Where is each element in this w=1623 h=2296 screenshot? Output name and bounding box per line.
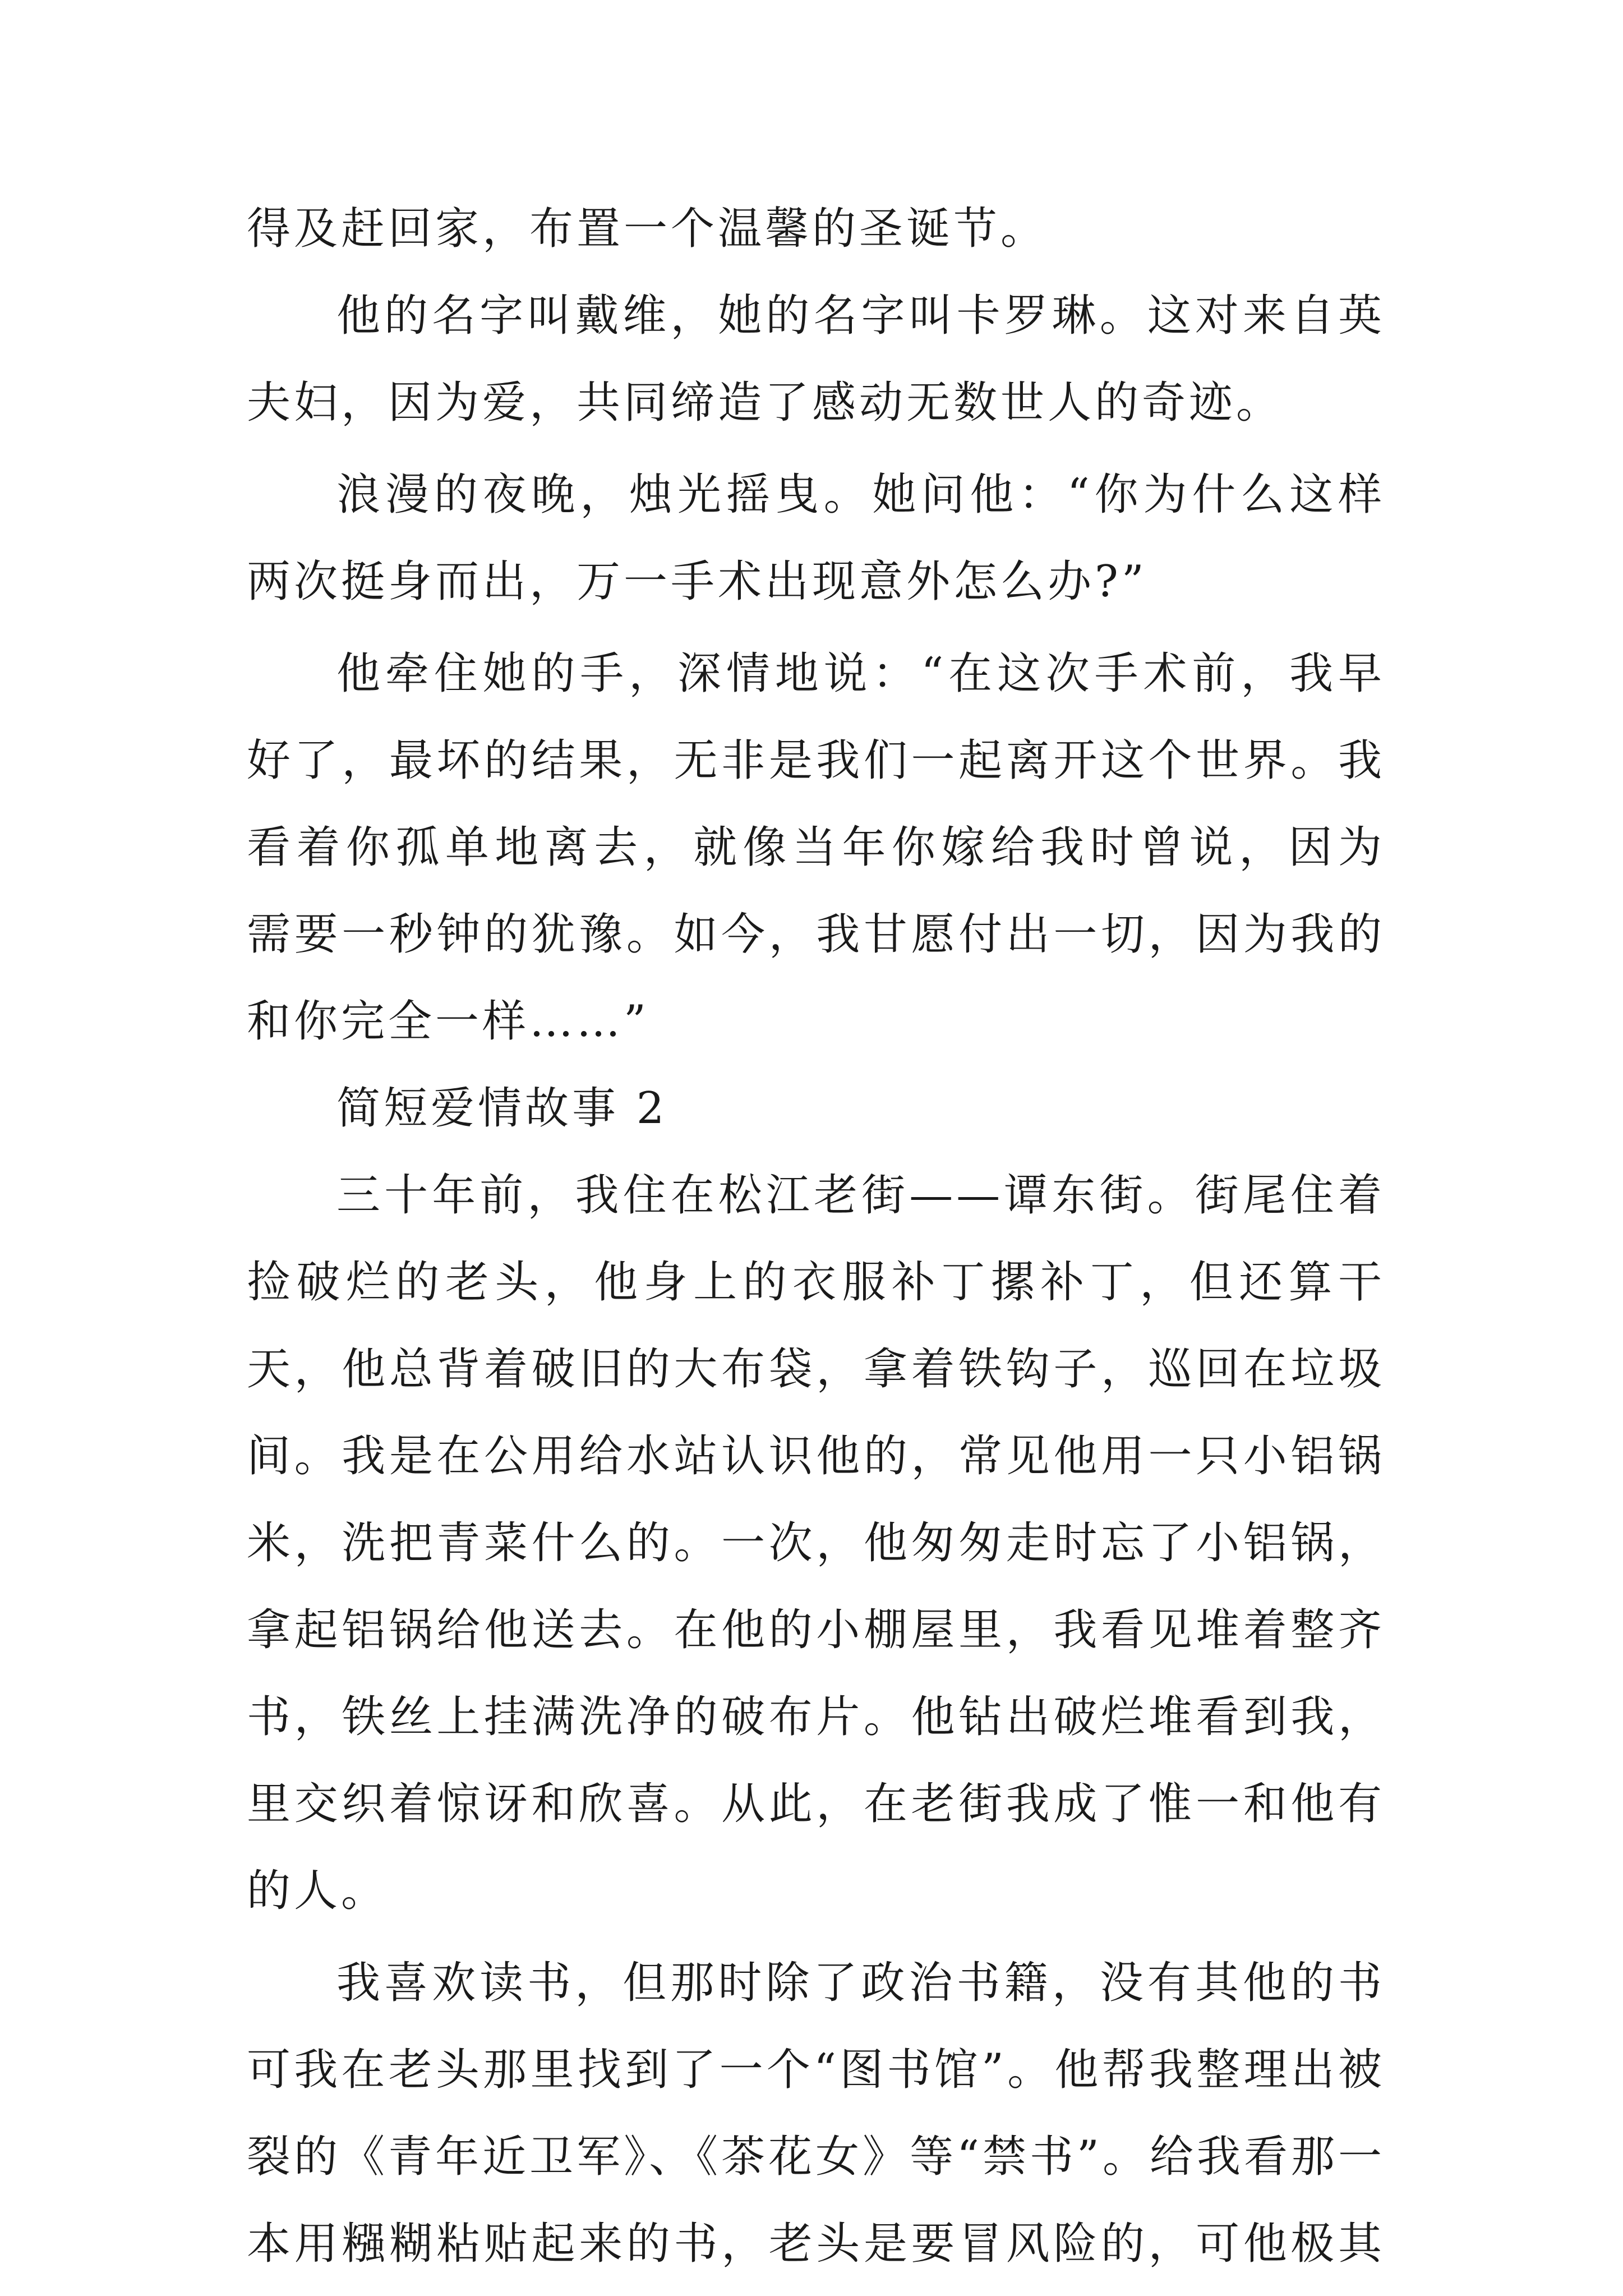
text-line-21: 我喜欢读书，但那时除了政治书籍，没有其他的书 — [336, 1958, 1385, 2008]
text-line-12: 三十年前，我住在松江老街——谭东街。街尾住着 — [336, 1170, 1385, 1221]
text-line-20: 的人。 — [247, 1866, 389, 1916]
text-line-9: 需要一秒钟的犹豫。如今，我甘愿付出一切，因为我的 — [247, 909, 1385, 960]
text-line-16: 米，洗把青菜什么的。一次，他匆匆走时忘了小铝锅， — [247, 1518, 1385, 1568]
text-line-8: 看着你孤单地离去，就像当年你嫁给我时曾说，因为 — [247, 822, 1385, 873]
text-line-4: 浪漫的夜晚，烛光摇曳。她问他：“你为什么这样 — [336, 470, 1385, 520]
text-line-1: 得及赶回家，布置一个温馨的圣诞节。 — [247, 204, 1048, 254]
text-line-5: 两次挺身而出，万一手术出现意外怎么办?” — [247, 556, 1147, 607]
text-line-14: 天，他总背着破旧的大布袋，拿着铁钩子，巡回在垃圾 — [247, 1344, 1385, 1395]
text-line-10: 和你完全一样……” — [247, 996, 649, 1047]
text-line-19: 里交织着惊讶和欣喜。从此，在老街我成了惟一和他有 — [247, 1779, 1385, 1829]
text-line-18: 书，铁丝上挂满洗净的破布片。他钻出破烂堆看到我， — [247, 1692, 1385, 1742]
text-line-6: 他牵住她的手，深情地说：“在这次手术前，我早 — [336, 648, 1385, 699]
text-line-3: 夫妇，因为爱，共同缔造了感动无数世人的奇迹。 — [247, 378, 1284, 428]
text-line-15: 间。我是在公用给水站认识他的，常见他用一只小铝锅 — [247, 1431, 1385, 1481]
text-line-2: 他的名字叫戴维，她的名字叫卡罗琳。这对来自英 — [336, 291, 1385, 341]
section-heading: 简短爱情故事 2 — [336, 1083, 668, 1134]
text-line-7: 好了，最坏的结果，无非是我们一起离开这个世界。我 — [247, 735, 1385, 786]
text-line-24: 本用糨糊粘贴起来的书，老头是要冒风险的，可他极其 — [247, 2219, 1385, 2269]
text-line-23: 裂的《青年近卫军》、《茶花女》等“禁书”。给我看那一 — [247, 2132, 1385, 2182]
text-line-22: 可我在老头那里找到了一个“图书馆”。他帮我整理出被 — [247, 2045, 1385, 2095]
text-line-17: 拿起铝锅给他送去。在他的小棚屋里，我看见堆着整齐 — [247, 1605, 1385, 1655]
text-line-13: 捡破烂的老头，他身上的衣服补丁摞补丁，但还算干 — [247, 1257, 1385, 1308]
